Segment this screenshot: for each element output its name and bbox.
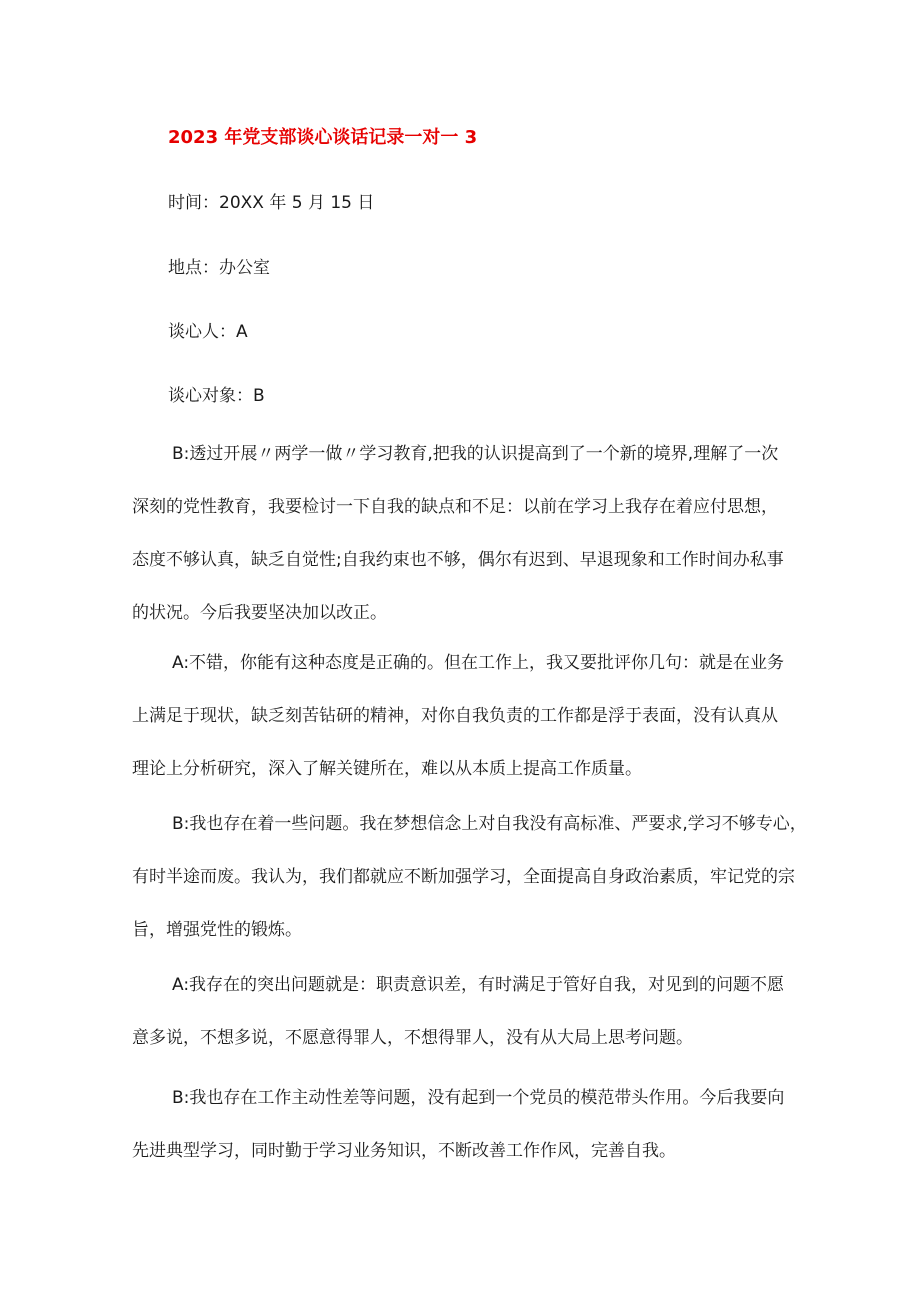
paragraph-line: 有时半途而废。我认为，我们都就应不断加强学习，全面提高自身政治素质，牢记党的宗 xyxy=(132,867,795,887)
paragraph-line: 旨，增强党性的锻炼。 xyxy=(132,920,302,940)
paragraph-4 xyxy=(132,959,792,1065)
meta-time: 时间：20XX 年 5 月 15 日 xyxy=(168,193,375,213)
document-title: 2023 年党支部谈心谈话记录一对一 3 xyxy=(168,127,478,148)
paragraph-5 xyxy=(132,1072,792,1178)
paragraph-line: 态度不够认真，缺乏自觉性;自我约束也不够，偶尔有迟到、早退现象和工作时间办私事 xyxy=(132,550,784,570)
paragraph-1 xyxy=(132,428,792,640)
paragraph-line: B:我也存在着一些问题。我在梦想信念上对自我没有高标准、严要求,学习不够专心， xyxy=(172,814,807,834)
paragraph-line: A:不错，你能有这种态度是正确的。但在工作上，我又要批评你几句：就是在业务 xyxy=(172,653,785,673)
meta-talker: 谈心人：A xyxy=(168,322,248,342)
paragraph-line: 先进典型学习，同时勤于学习业务知识，不断改善工作作风，完善自我。 xyxy=(132,1141,676,1161)
meta-place: 地点：办公室 xyxy=(168,258,270,278)
paragraph-line: B:我也存在工作主动性差等问题，没有起到一个党员的模范带头作用。今后我要向 xyxy=(172,1088,785,1108)
paragraph-2 xyxy=(132,637,792,796)
paragraph-line: 理论上分析研究，深入了解关键所在，难以从本质上提高工作质量。 xyxy=(132,759,642,779)
paragraph-line: A:我存在的突出问题就是：职责意识差，有时满足于管好自我，对见到的问题不愿 xyxy=(172,975,785,995)
paragraph-line: 上满足于现状，缺乏刻苦钻研的精神，对你自我负责的工作都是浮于表面，没有认真从 xyxy=(132,706,778,726)
paragraph-line: 意多说，不想多说，不愿意得罪人，不想得罪人，没有从大局上思考问题。 xyxy=(132,1028,693,1048)
paragraph-line: 深刻的党性教育，我要检讨一下自我的缺点和不足：以前在学习上我存在着应付思想， xyxy=(132,497,778,517)
paragraph-3 xyxy=(132,798,807,957)
meta-target: 谈心对象：B xyxy=(168,386,265,406)
paragraph-line: B:透过开展〃两学一做〃学习教育,把我的认识提高到了一个新的境界,理解了一次 xyxy=(172,444,779,464)
paragraph-line: 的状况。今后我要坚决加以改正。 xyxy=(132,603,387,623)
